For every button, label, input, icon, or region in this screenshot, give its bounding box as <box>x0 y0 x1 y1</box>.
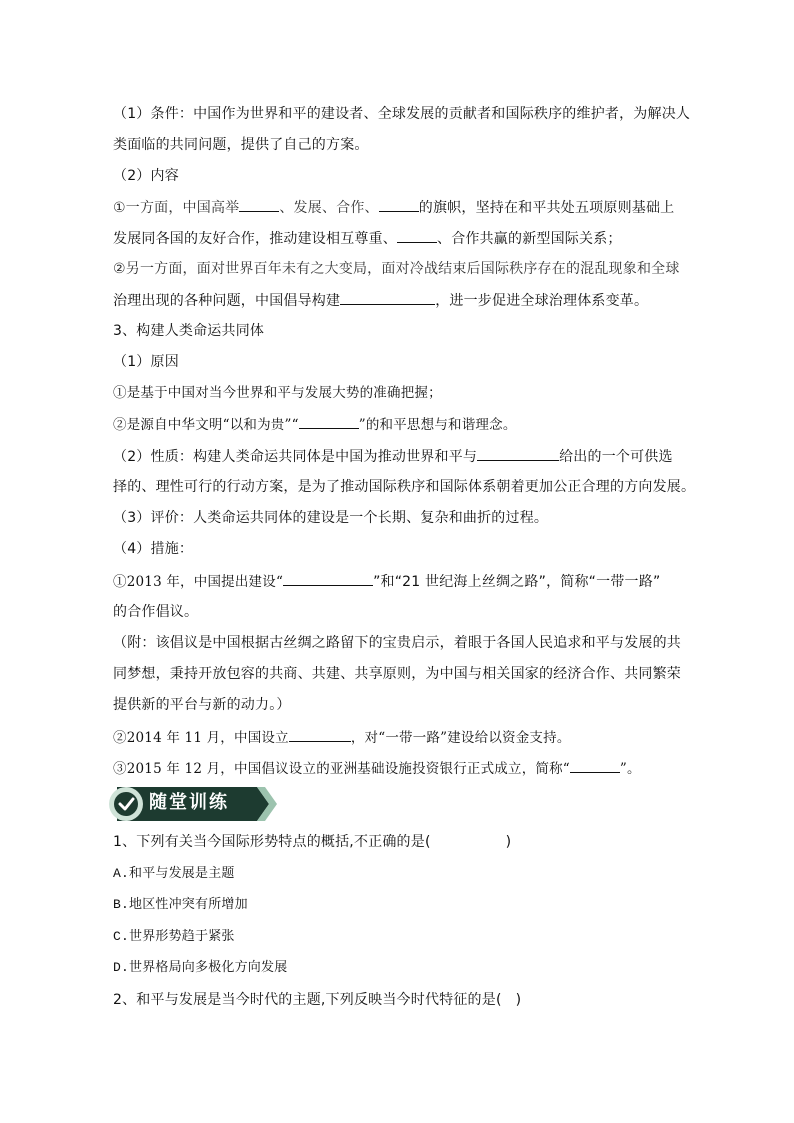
note-line-2: 同梦想，秉持开放包容的共商、共建、共享原则，为中国与相关国家的经济合作、共同繁荣 <box>113 666 681 682</box>
fill-blank <box>570 758 620 773</box>
text-span: ①一方面，中国高举 <box>113 200 240 216</box>
section-3-heading: 3、构建人类命运共同体 <box>113 323 265 339</box>
content-heading: （2）内容 <box>113 168 179 184</box>
section-banner <box>107 785 277 823</box>
fill-blank <box>340 290 435 305</box>
content-para-1-line-2 <box>113 228 622 249</box>
nature-line-2: 择的、理性可行的行动方案，是为了推动国际秩序和国际体系朝着更加公正合理的方向发展。 <box>113 479 696 495</box>
text-span: ”和“21 世纪海上丝绸之路”，简称“一带一路” <box>373 574 661 590</box>
measures-heading: （4）措施： <box>113 541 194 557</box>
question-text: 2、和平与发展是当今时代的主题,下列反映当今时代特征的是( <box>113 992 502 1008</box>
option-a: A.和平与发展是主题 <box>113 866 235 881</box>
content-para-2-line-2 <box>113 290 648 311</box>
text-span: （2）性质：构建人类命运共同体是中国为推动世界和平与 <box>113 449 478 465</box>
text-span: ①2013 年，中国提出建设“ <box>113 574 284 590</box>
question-text: 1、下列有关当今国际形势特点的概括,不正确的是( <box>113 834 431 850</box>
text-span: ”的和平思想与和谐理念。 <box>358 417 517 433</box>
fill-blank <box>239 197 279 212</box>
fill-blank <box>283 571 373 586</box>
fill-blank <box>379 197 419 212</box>
text-span: 、发展、合作、 <box>279 200 379 216</box>
evaluation-line: （3）评价：人类命运共同体的建设是一个长期、复杂和曲折的过程。 <box>113 510 549 526</box>
condition-line-2: 类面临的共同问题，提供了自己的方案。 <box>113 137 369 153</box>
measure-1-line-1 <box>113 571 660 592</box>
measure-1-line-2: 的合作倡议。 <box>113 604 199 620</box>
fill-blank <box>289 727 351 742</box>
text-span: ②2014 年 11 月，中国设立 <box>113 730 289 746</box>
question-paren-close: ) <box>515 992 522 1008</box>
condition-line-1: （1）条件：中国作为世界和平的建设者、全球发展的贡献者和国际秩序的维护者，为解决人 <box>113 106 691 122</box>
text-span: ，进一步促进全球治理体系变革。 <box>435 293 649 309</box>
text-span: ”。 <box>619 761 641 777</box>
measure-2 <box>113 727 571 748</box>
option-c: C.世界形势趋于紧张 <box>113 929 235 944</box>
check-badge-inner <box>114 792 138 816</box>
text-span: 发展同各国的友好合作，推动建设相互尊重、 <box>113 231 397 247</box>
question-1 <box>113 832 511 852</box>
reason-heading: （1）原因 <box>113 354 179 370</box>
text-span: 给出的一个可供选 <box>559 449 673 465</box>
reason-1: ①是基于中国对当今世界和平与发展大势的准确把握； <box>113 385 442 401</box>
option-d: D.世界格局向多极化方向发展 <box>113 960 288 975</box>
nature-line-1 <box>113 446 673 467</box>
note-line-1: （附：该倡议是中国根据古丝绸之路留下的宝贵启示，着眼于各国人民追求和平与发展的共 <box>113 635 681 651</box>
measure-3 <box>113 758 641 779</box>
text-span: 的旗帜，坚持在和平共处五项原则基础上 <box>418 200 675 216</box>
fill-blank <box>477 446 559 461</box>
question-paren-close: ) <box>505 834 512 850</box>
text-span: 治理出现的各种问题，中国倡导构建 <box>113 293 341 309</box>
text-span: ③2015 年 12 月，中国倡议设立的亚洲基础设施投资银行正式成立，简称“ <box>113 761 570 777</box>
text-span: 、合作共赢的新型国际关系； <box>437 231 622 247</box>
banner-title: 随堂训练 <box>149 792 229 813</box>
question-2 <box>113 990 521 1010</box>
fill-blank <box>299 414 359 429</box>
text-span: ②是源自中华文明“以和为贵”“ <box>113 417 299 433</box>
content-para-1-line-1 <box>113 197 674 218</box>
fill-blank <box>397 228 437 243</box>
content-para-2-line-1: ②另一方面，面对世界百年未有之大变局，面对冷战结束后国际秩序存在的混乱现象和全球 <box>113 261 680 277</box>
option-b: B.地区性冲突有所增加 <box>113 897 248 912</box>
reason-2 <box>113 414 517 435</box>
note-line-3: 提供新的平台与新的动力。） <box>113 697 291 713</box>
text-span: ，对“一带一路”建设给以资金支持。 <box>350 730 571 746</box>
